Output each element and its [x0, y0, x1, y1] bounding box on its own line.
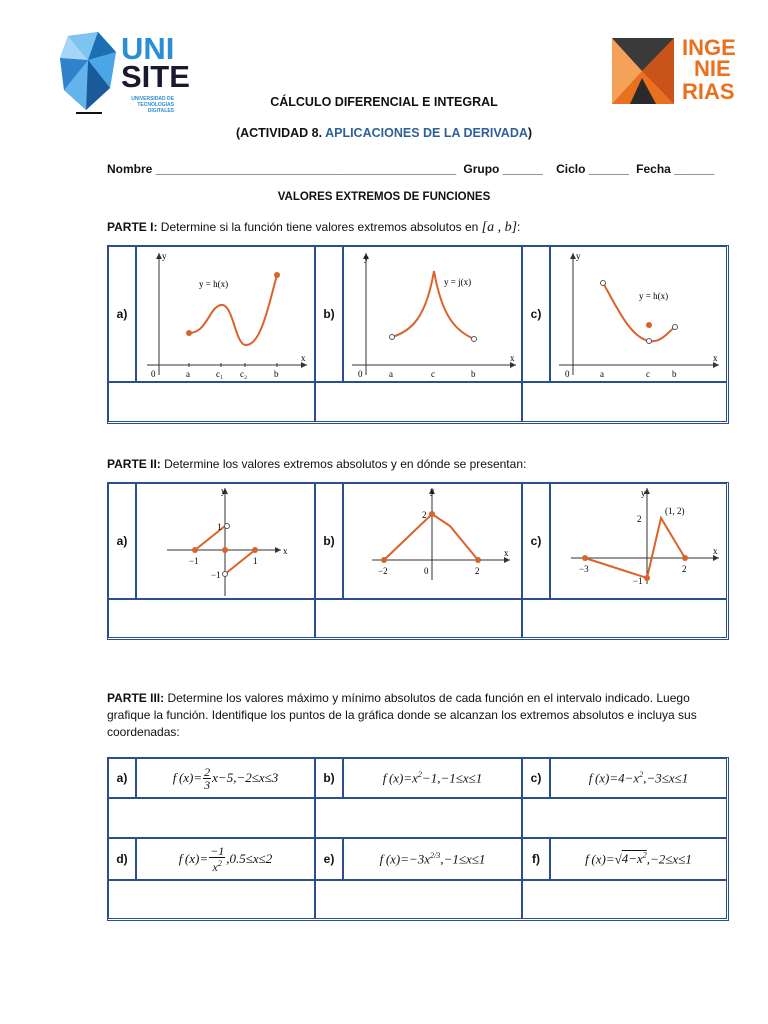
- svg-text:y = h(x): y = h(x): [199, 279, 229, 289]
- parte2-graph-b: [343, 483, 522, 599]
- parte2-table: [107, 482, 729, 640]
- document-title: CÁLCULO DIFERENCIAL E INTEGRAL: [270, 95, 498, 109]
- svg-text:c: c: [646, 369, 650, 379]
- svg-text:2: 2: [475, 566, 480, 576]
- logo-site-text: SITE: [121, 59, 190, 94]
- svg-text:y: y: [162, 251, 167, 261]
- parte3-answer-f[interactable]: [522, 880, 727, 919]
- logo-subtitle: UNIVERSIDAD DE TECNOLOGÍAS DIGITALES: [131, 96, 174, 114]
- parte3-table: [107, 757, 729, 921]
- parte3-label-a: a): [108, 758, 136, 798]
- logo-nie-text: NIE: [694, 56, 731, 81]
- svg-text:a: a: [186, 369, 190, 379]
- svg-text:0: 0: [358, 369, 363, 379]
- parte3-label-e: e): [315, 838, 343, 880]
- parte2-label-a: a): [108, 483, 136, 599]
- svg-text:x: x: [713, 353, 718, 363]
- svg-text:a: a: [389, 369, 393, 379]
- parte1-answer-b[interactable]: [315, 382, 522, 422]
- svg-text:2: 2: [682, 564, 687, 574]
- svg-text:a: a: [600, 369, 604, 379]
- parte3-answer-e[interactable]: [315, 880, 522, 919]
- parte3-answer-c[interactable]: [522, 798, 727, 838]
- svg-text:y: y: [430, 486, 435, 496]
- svg-text:x: x: [510, 353, 515, 363]
- svg-text:1: 1: [217, 522, 222, 532]
- svg-text:b: b: [672, 369, 677, 379]
- parte1-graph-a: [136, 246, 315, 382]
- svg-text:c₁: c₁: [216, 369, 224, 379]
- parte3-label-f: f): [522, 838, 550, 880]
- parte3-formula-f: f $(x)=√4-x^2,-2\le x\le 1$: [550, 838, 727, 880]
- parte3-formula-d: f (x)= $\frac{-1}{x^2}$ ,0.5≤x≤2: [136, 838, 315, 880]
- svg-text:b: b: [471, 369, 476, 379]
- svg-text:y: y: [221, 486, 226, 496]
- parte3-formula-c: f $(x)=4-x^2,-3\le x\le 1$: [550, 758, 727, 798]
- parte1-table: [107, 245, 729, 424]
- svg-text:−1: −1: [211, 570, 221, 580]
- logo-inge-text: INGE: [682, 35, 736, 60]
- parte1-label-b: b): [315, 246, 343, 382]
- svg-text:x: x: [504, 548, 509, 558]
- parte1-label-a: a): [108, 246, 136, 382]
- parte1-graph-c: [550, 246, 727, 382]
- parte2-graph-c: [550, 483, 727, 599]
- svg-text:b: b: [274, 369, 279, 379]
- parte3-answer-b[interactable]: [315, 798, 522, 838]
- logo-rias-text: RIAS: [682, 79, 735, 104]
- parte2-graph-a: [136, 483, 315, 599]
- parte3-formula-e: f $(x)=-3x^{2/3},-1\le x\le 1$: [343, 838, 522, 880]
- svg-text:−3: −3: [579, 564, 589, 574]
- parte3-label-b: b): [315, 758, 343, 798]
- svg-text:(1, 2): (1, 2): [665, 506, 685, 516]
- parte1-answer-c[interactable]: [522, 382, 727, 422]
- ciclo-field[interactable]: ______: [588, 162, 629, 176]
- parte3-label-d: d): [108, 838, 136, 880]
- grupo-field[interactable]: ______: [502, 162, 543, 176]
- parte3-formula-a: f (x)= $\frac{2}{3}$ x−5,−2≤x≤3: [136, 758, 315, 798]
- parte3-label-c: c): [522, 758, 550, 798]
- svg-text:0: 0: [565, 369, 570, 379]
- section-title: VALORES EXTREMOS DE FUNCIONES: [277, 191, 491, 203]
- svg-text:y = j(x): y = j(x): [444, 277, 472, 287]
- parte2-label-c: c): [522, 483, 550, 599]
- parte2-label-b: b): [315, 483, 343, 599]
- svg-text:−1: −1: [633, 576, 643, 586]
- parte1-label-c: c): [522, 246, 550, 382]
- parte1-graph-b: [343, 246, 522, 382]
- parte2-answer-a[interactable]: [108, 599, 315, 638]
- parte1-instructions: PARTE I: Determine si la función tiene valores extremos absolutos en [a , b]:: [107, 220, 521, 235]
- svg-text:0: 0: [424, 566, 429, 576]
- svg-text:x: x: [283, 546, 288, 556]
- parte2-answer-c[interactable]: [522, 599, 727, 638]
- svg-text:y: y: [576, 251, 581, 261]
- svg-text:1: 1: [253, 556, 258, 566]
- svg-text:c: c: [431, 369, 435, 379]
- parte2-instructions: PARTE II: Determine los valores extremos absolutos y en dónde se presentan:: [107, 457, 527, 471]
- svg-text:2: 2: [637, 514, 642, 524]
- logo-uni-text: UNI: [121, 31, 175, 66]
- parte3-answer-a[interactable]: [108, 798, 315, 838]
- student-info-line: Nombre _____________________________________________ Grupo ______ Ciclo ______ Fecha ______: [107, 162, 715, 176]
- nombre-field[interactable]: _____________________________________________: [155, 162, 457, 176]
- svg-text:y: y: [364, 253, 369, 263]
- svg-text:c₂: c₂: [240, 369, 248, 379]
- fecha-field[interactable]: ______: [674, 162, 715, 176]
- svg-text:−2: −2: [378, 566, 388, 576]
- svg-text:2: 2: [422, 510, 427, 520]
- svg-text:−1: −1: [189, 556, 199, 566]
- parte2-answer-b[interactable]: [315, 599, 522, 638]
- svg-text:0: 0: [151, 369, 156, 379]
- parte3-instructions: PARTE III: Determine los valores máximo y mínimo absolutos de cada función en el intervalo indicado. Luego grafique la función. Identifique los puntos de la gráfica donde se alcanzan los extremos absolutos e incluya sus coordenadas:: [107, 691, 697, 739]
- document-subtitle: (ACTIVIDAD 8. APLICACIONES DE LA DERIVADA): [235, 126, 533, 140]
- parte3-answer-d[interactable]: [108, 880, 315, 919]
- svg-text:y = h(x): y = h(x): [639, 291, 669, 301]
- svg-text:x: x: [301, 353, 306, 363]
- svg-text:y: y: [641, 488, 646, 498]
- parte1-answer-a[interactable]: [108, 382, 315, 422]
- logo-underline: [76, 112, 102, 114]
- svg-text:x: x: [713, 546, 718, 556]
- parte3-formula-b: f $(x)=x^2-1,-1\le x\le 1$: [343, 758, 522, 798]
